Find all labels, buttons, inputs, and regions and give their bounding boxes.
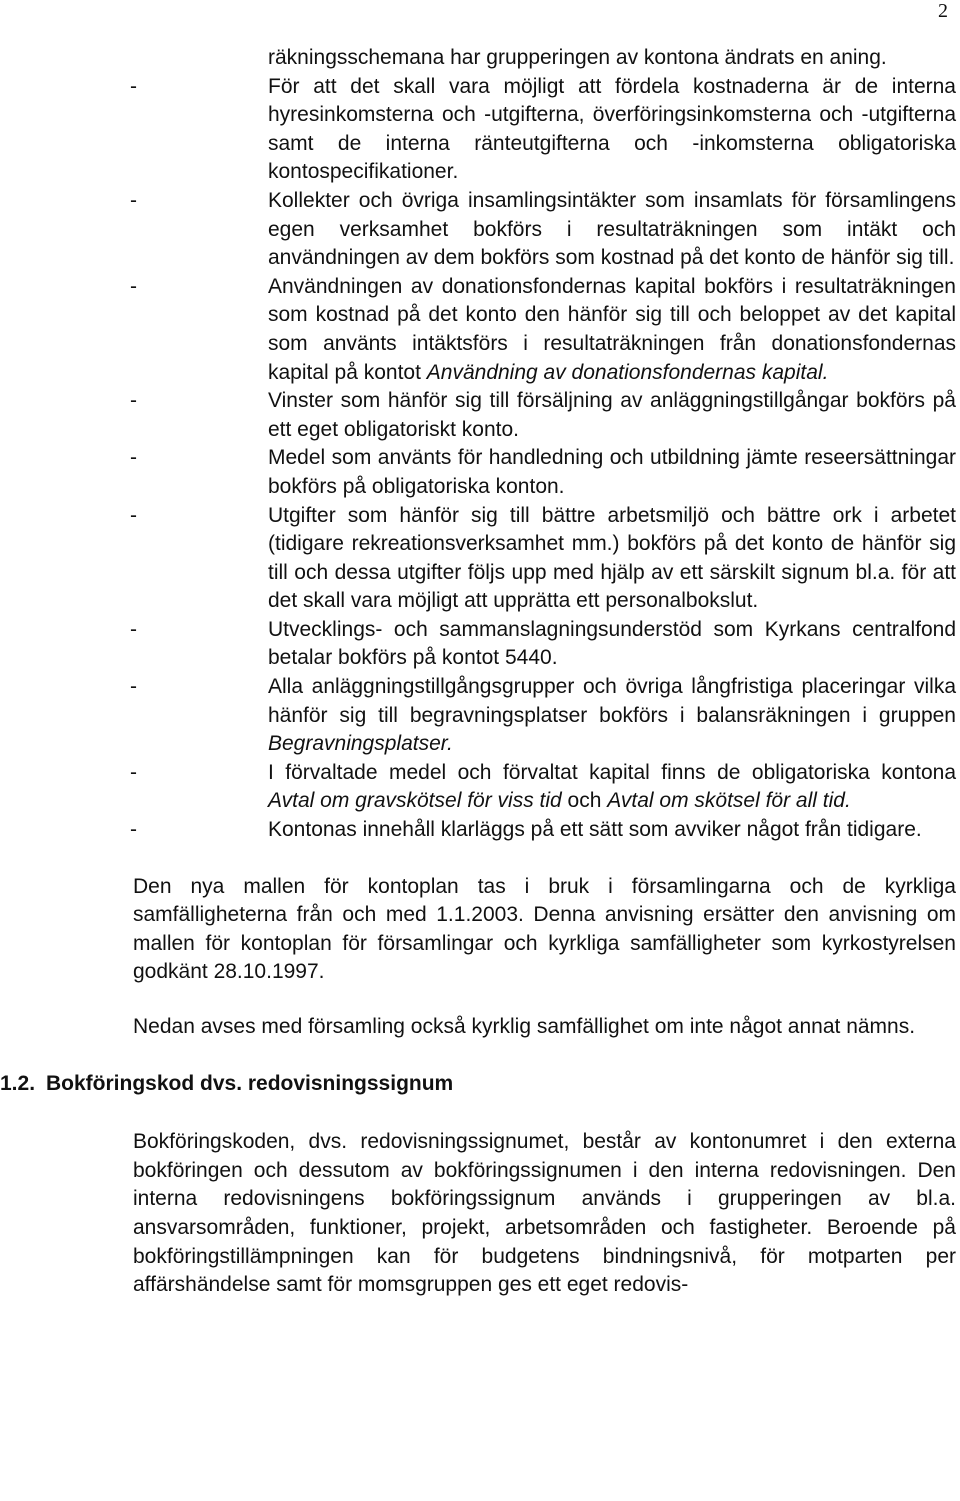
group-name: Begravningsplatser. bbox=[268, 732, 453, 756]
list-item bbox=[130, 502, 956, 616]
list-item bbox=[130, 816, 956, 845]
list-dash: - bbox=[130, 446, 137, 470]
list-item-text: För att det skall vara möjligt att fördela kostnaderna är de interna hyresinkomsterna och -utgifterna, överföringsinkomsterna och -utgifterna samt de interna ränteutgifterna och -inkomsterna obligatoriska kontospecifikationer. bbox=[268, 74, 956, 184]
list-item-text: Alla anläggningstillgångsgrupper och övriga långfristiga placeringar vilka hänför sig till begravningsplatser bokförs i balansräkningen i gruppen bbox=[268, 675, 956, 727]
list-item bbox=[130, 616, 956, 673]
paragraph: Bokföringskoden, dvs. redovisningssignumet, består av kontonumret i den externa bokföringen och dessutom av bokföringssignumen i den interna redovisningen. Den interna redovisningens bokföringssignum används i grupperingen av bl.a. ansvarsområden, funktioner, projekt, arbetsområden och fastigheter. Beroende på bokföringstillämpningen kan för budgetens bindningsnivå, för motparten per affärshändelse samt för momsgruppen ges ett eget redovis- bbox=[133, 1130, 956, 1297]
page-number: 2 bbox=[938, 0, 948, 22]
account-name: Avtal om skötsel för all tid. bbox=[607, 789, 851, 813]
list-item bbox=[130, 187, 956, 273]
list-item-text: Kollekter och övriga insamlingsintäkter som insamlats för församlingens egen verksamhet bokförs i resultaträkningen som intäkt och användningen av dem bokförs som kostnad på det konto de hänför sig till. bbox=[268, 188, 956, 270]
list-dash: - bbox=[130, 389, 137, 413]
list-dash: - bbox=[130, 188, 137, 212]
list-item bbox=[130, 387, 956, 444]
list-item bbox=[130, 444, 956, 501]
account-name: Avtal om gravskötsel för viss tid bbox=[268, 789, 562, 813]
list-item bbox=[130, 273, 956, 387]
list-item-text: och bbox=[561, 789, 608, 813]
list-item-text: Medel som använts för handledning och utbildning jämte reseersättningar bokförs på obligatoriska konton. bbox=[268, 446, 956, 498]
list-item-text: Användningen av donationsfondernas kapital bokförs i resultaträkningen som kostnad på det konto den hänför sig till och beloppet av det kapital som använts intäktsförs i resultaträkningen från donationsfondernas kapital på kontot bbox=[268, 274, 956, 384]
list-item-text: Kontonas innehåll klarläggs på ett sätt som avviker något från tidigare. bbox=[268, 818, 922, 842]
section-title: Bokföringskod dvs. redovisningssignum bbox=[46, 1071, 454, 1095]
list-item-text: I förvaltade medel och förvaltat kapital finns de obligatoriska kontona bbox=[268, 760, 956, 784]
list-item-text: Vinster som hänför sig till försäljning av anläggningstillgångar bokförs på ett eget obligatoriskt konto. bbox=[268, 389, 956, 441]
section-number: 1.2. bbox=[0, 1071, 36, 1095]
section-heading bbox=[0, 1070, 960, 1099]
paragraph: Den nya mallen för kontoplan tas i bruk i församlingarna och de kyrkliga samfälligheterna från och med 1.1.2003. Denna anvisning ersätter den anvisning om mallen för kontoplan för församlingar och kyrkliga samfälligheter som kyrkostyrelsen godkänt 28.10.1997. bbox=[133, 874, 956, 984]
list-item bbox=[130, 759, 956, 816]
list-dash: - bbox=[130, 617, 137, 641]
list-dash: - bbox=[130, 274, 137, 298]
account-name: Användning av donationsfondernas kapital. bbox=[426, 360, 829, 384]
intro-text: räkningsschemana har grupperingen av kontona ändrats en aning. bbox=[268, 46, 887, 69]
list-item-text: Utvecklings- och sammanslagningsunderstöd som Kyrkans centralfond betalar bokförs på kontot 5440. bbox=[268, 617, 956, 670]
list-item bbox=[130, 73, 956, 187]
bullet-list bbox=[0, 73, 960, 845]
list-dash: - bbox=[130, 818, 137, 842]
list-dash: - bbox=[130, 74, 137, 98]
document-body bbox=[0, 44, 960, 1300]
list-dash: - bbox=[130, 503, 137, 527]
list-dash: - bbox=[130, 760, 137, 784]
list-dash: - bbox=[130, 675, 137, 699]
list-item bbox=[130, 673, 956, 759]
list-item-text: Utgifter som hänför sig till bättre arbetsmiljö och bättre ork i arbetet (tidigare rekreationsverksamhet mm.) bokförs på det konto de hänför sig till och dessa utgifter följs upp med hjälp av ett särskilt signum bl.a. för att det skall vara möjligt att upprätta ett personalbokslut. bbox=[268, 503, 956, 613]
paragraph: Nedan avses med församling också kyrklig samfällighet om inte något annat nämns. bbox=[133, 1015, 916, 1038]
